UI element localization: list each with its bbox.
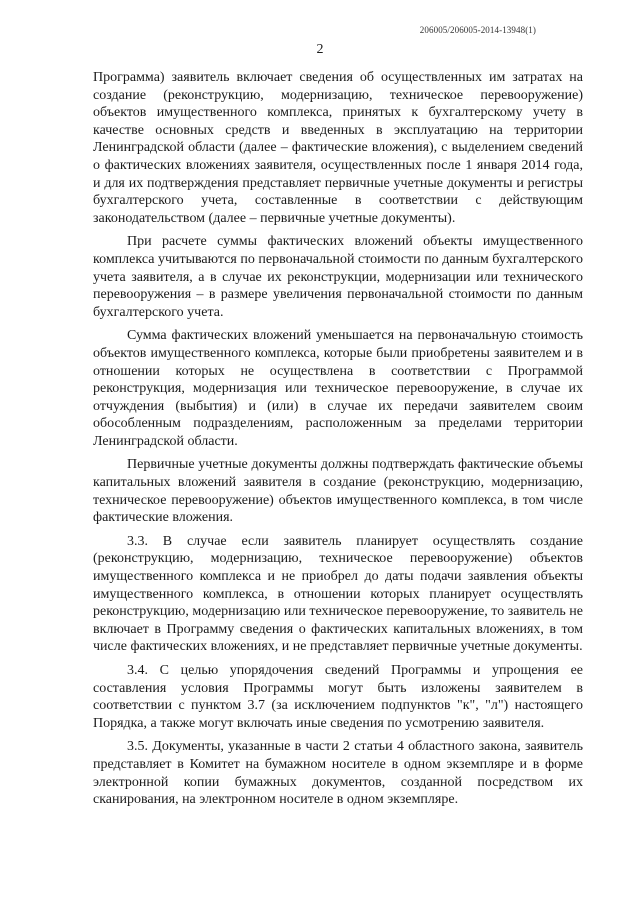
paragraph-continuation: Программа) заявитель включает сведения об осуществленных им затратах на создание (реконструкцию, модернизацию, техническое перевооружение) объектов имущественного комплекса, принятых к бухгалтерскому учету в качестве основных средств и введенных в эксплуатацию на территории Ленинградской области (далее – фактические вложения), с выделением сведений о фактических вложениях заявителя, осуществленных после 1 января 2014 года, и для их подтверждения представляет первичные учетные документы и регистры бухгалтерского учета, составленные в соответствии с действующим законодательством (далее – первичные учетные документы). xyxy=(93,70,583,226)
paragraph-3-5: 3.5. Документы, указанные в части 2 статьи 4 областного закона, заявитель представляет в Комитет на бумажном носителе в одном экземпляре и в форме электронной копии бумажных документов, созданной посредством их сканирования, на электронном носителе в одном экземпляре. xyxy=(93,739,583,808)
paragraph-3-4: 3.4. С целью упорядочения сведений Программы и упрощения ее составления условия Программы могут быть изложены заявителем в соответствии с пунктом 3.7 (за исключением подпунктов "к", "л") настоящего Порядка, а также могут включать иные сведения по усмотрению заявителя. xyxy=(93,663,583,731)
paragraph-reduction: Сумма фактических вложений уменьшается на первоначальную стоимость объектов имущественного комплекса, которые были приобретены заявителем и в отношении которых не осуществлена в соответствии с Программой реконструкция, модернизация или техническое перевооружение, в случае их отчуждения (выбытия) и (или) в случае их передачи заявителем своим обособленным подразделениям, расположенным за пределами территории Ленинградской области. xyxy=(93,328,583,449)
page-number: 2 xyxy=(316,42,324,57)
paragraph-primary-documents: Первичные учетные документы должны подтверждать фактические объемы капитальных вложений заявителя в создание (реконструкцию, модернизацию, техническое перевооружение) объектов имущественного комплекса, в том числе фактические вложения. xyxy=(93,457,583,526)
document-body xyxy=(93,69,583,815)
paragraph-3-3: 3.3. В случае если заявитель планирует осуществлять создание (реконструкцию, модернизацию, техническое перевооружение) объектов имущественного комплекса и не приобрел до даты подачи заявления объекты имущественного комплекса, в отношении которых планирует осуществлять реконструкцию, модернизацию или техническое перевооружение, то заявитель не включает в Программу сведения о фактических капитальных вложениях, в том числе фактических вложениях, и не представляет первичные учетные документы. xyxy=(93,533,583,655)
document-id: 206005/206005-2014-13948(1) xyxy=(419,25,536,35)
paragraph-valuation: При расчете суммы фактических вложений объекты имущественного комплекса учитываются по первоначальной стоимости по данным бухгалтерского учета заявителя, а в случае их реконструкции, модернизации или технического перевооружения – в размере увеличения первоначальной стоимости по данным бухгалтерского учета. xyxy=(93,234,583,320)
